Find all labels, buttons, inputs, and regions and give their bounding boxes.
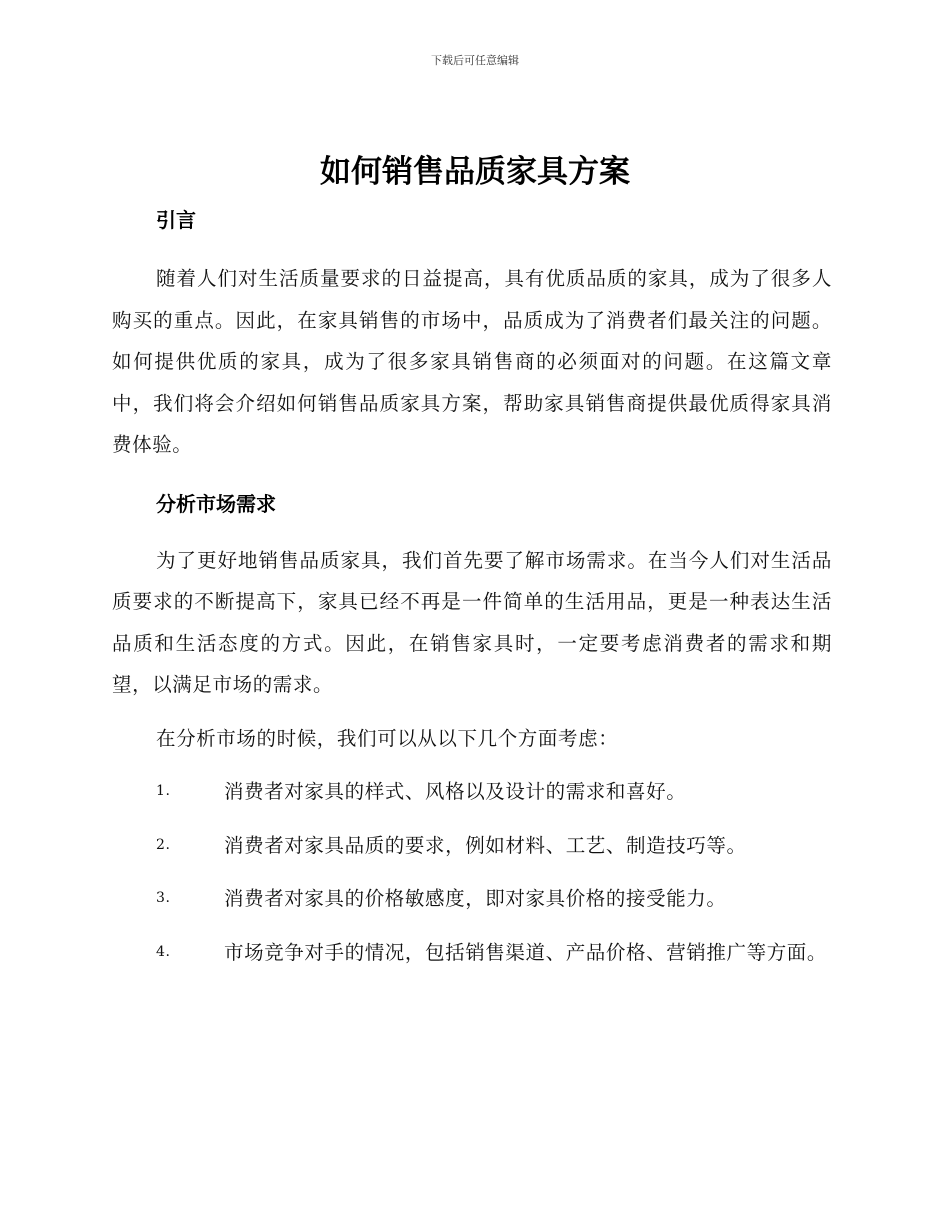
list-item-text: 消费者对家具品质的要求，例如材料、工艺、制造技巧等。 [224,833,747,857]
list-item [112,932,832,974]
introduction-paragraph: 随着人们对生活质量要求的日益提高，具有优质品质的家具，成为了很多人购买的重点。因此，在家具销售的市场中，品质成为了消费者们最关注的问题。如何提供优质的家具，成为了很多家具销售商的必须面对的问题。在这篇文章中，我们将会介绍如何销售品质家具方案，帮助家具销售商提供最优质得家具消费体验。 [112,267,832,456]
document-body [112,200,832,973]
list-item-text: 消费者对家具的样式、风格以及设计的需求和喜好。 [224,780,687,803]
section-heading-introduction: 引言 [156,208,196,232]
list-item [112,771,832,813]
list-item [112,878,832,920]
market-factors-list [112,771,832,973]
market-analysis-lead-in: 在分析市场的时候，我们可以从以下几个方面考虑： [156,726,619,750]
document-title: 如何销售品质家具方案 [320,154,630,190]
section-heading-market-analysis: 分析市场需求 [156,491,276,516]
list-item-number: 1. [156,783,171,799]
list-item-text: 消费者对家具的价格敏感度，即对家具价格的接受能力。 [224,887,727,910]
list-item-number: 3. [156,890,171,906]
list-item-text: 市场竞争对手的情况，包括销售渠道、产品价格、营销推广等方面。 [224,940,828,964]
header-note: 下载后可任意编辑 [431,54,519,67]
list-item-number: 4. [156,943,171,960]
list-item [112,825,832,867]
market-analysis-paragraph: 为了更好地销售品质家具，我们首先要了解市场需求。在当今人们对生活品质要求的不断提高下，家具已经不再是一件简单的生活用品，更是一种表达生活品质和生活态度的方式。因此，在销售家具时，一定要考虑消费者的需求和期望，以满足市场的需求。 [112,548,832,696]
list-item-number: 2. [156,836,171,853]
